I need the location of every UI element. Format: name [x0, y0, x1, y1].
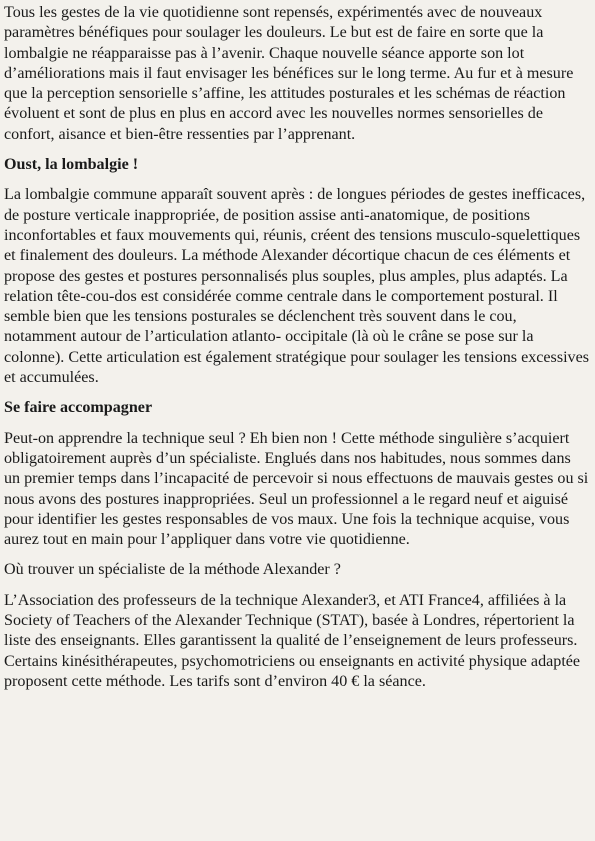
lombalgie-paragraph: La lombalgie commune apparaît souvent après : de longues périodes de gestes inefficaces, de posture verticale inappropriée, de position assise anti-anatomique, de positions inconfortables et faux mouvements qui, réunis, créent des tensions musculo-squelettiques et finalement des douleurs. La méthode Alexander décortique chacun de ces éléments et propose des gestes et postures personnalisés plus souples, plus amples, plus adaptés. La relation tête-cou-dos est considérée comme centrale dans le comportement postural. Il semble bien que les tensions posturales se déclenchent très souvent dans le cou, notamment autour de l’articulation atlanto- occipitale (là où le crâne se pose sur la colonne). Cette articulation est également stratégique pour soulager les tensions excessives et accumulées. — [4, 186, 590, 387]
section-heading-lombalgie: Oust, la lombalgie ! — [4, 156, 139, 174]
article-body — [4, 3, 590, 692]
section-heading-accompagner: Se faire accompagner — [4, 399, 153, 417]
specialist-question: Où trouver un spécialiste de la méthode Alexander ? — [4, 561, 341, 579]
intro-paragraph: Tous les gestes de la vie quotidienne sont repensés, expérimentés avec de nouveaux paramètres bénéfiques pour soulager les douleurs. Le but est de faire en sorte que la lombalgie ne réapparaisse pas à l’avenir. Chaque nouvelle séance apporte son lot d’améliorations mais il faut envisager les bénéfices sur le long terme. Au fur et à mesure que la perception sensorielle s’affine, les attitudes posturales et les schémas de réaction évoluent et sont de plus en plus en accord avec les nouvelles normes sensorielles de confort, aisance et bien-être ressenties par l’apprenant. — [4, 4, 574, 143]
accompagner-paragraph: Peut-on apprendre la technique seul ? Eh bien non ! Cette méthode singulière s’acquiert obligatoirement auprès d’un spécialiste. Englués dans nos habitudes, nous sommes dans un premier temps dans l’incapacité de percevoir si nous effectuons de mauvais gestes ou si nous avons des postures inappropriées. Seul un professionnel a le regard neuf et aiguisé pour identifier les gestes responsables de vos maux. Une fois la technique acquise, vous aurez tout en main pour l’appliquer dans votre vie quotidienne. — [4, 429, 589, 549]
specialist-paragraph: L’Association des professeurs de la technique Alexander3, et ATI France4, affiliées à la Society of Teachers of the Alexander Technique (STAT), basée à Londres, répertorient la liste des enseignants. Elles garantissent la qualité de l’enseignement de leurs professeurs. Certains kinésithérapeutes, psychomotriciens ou enseignants en activité physique adaptée proposent cette méthode. Les tarifs sont d’environ 40 € la séance. — [4, 591, 581, 690]
